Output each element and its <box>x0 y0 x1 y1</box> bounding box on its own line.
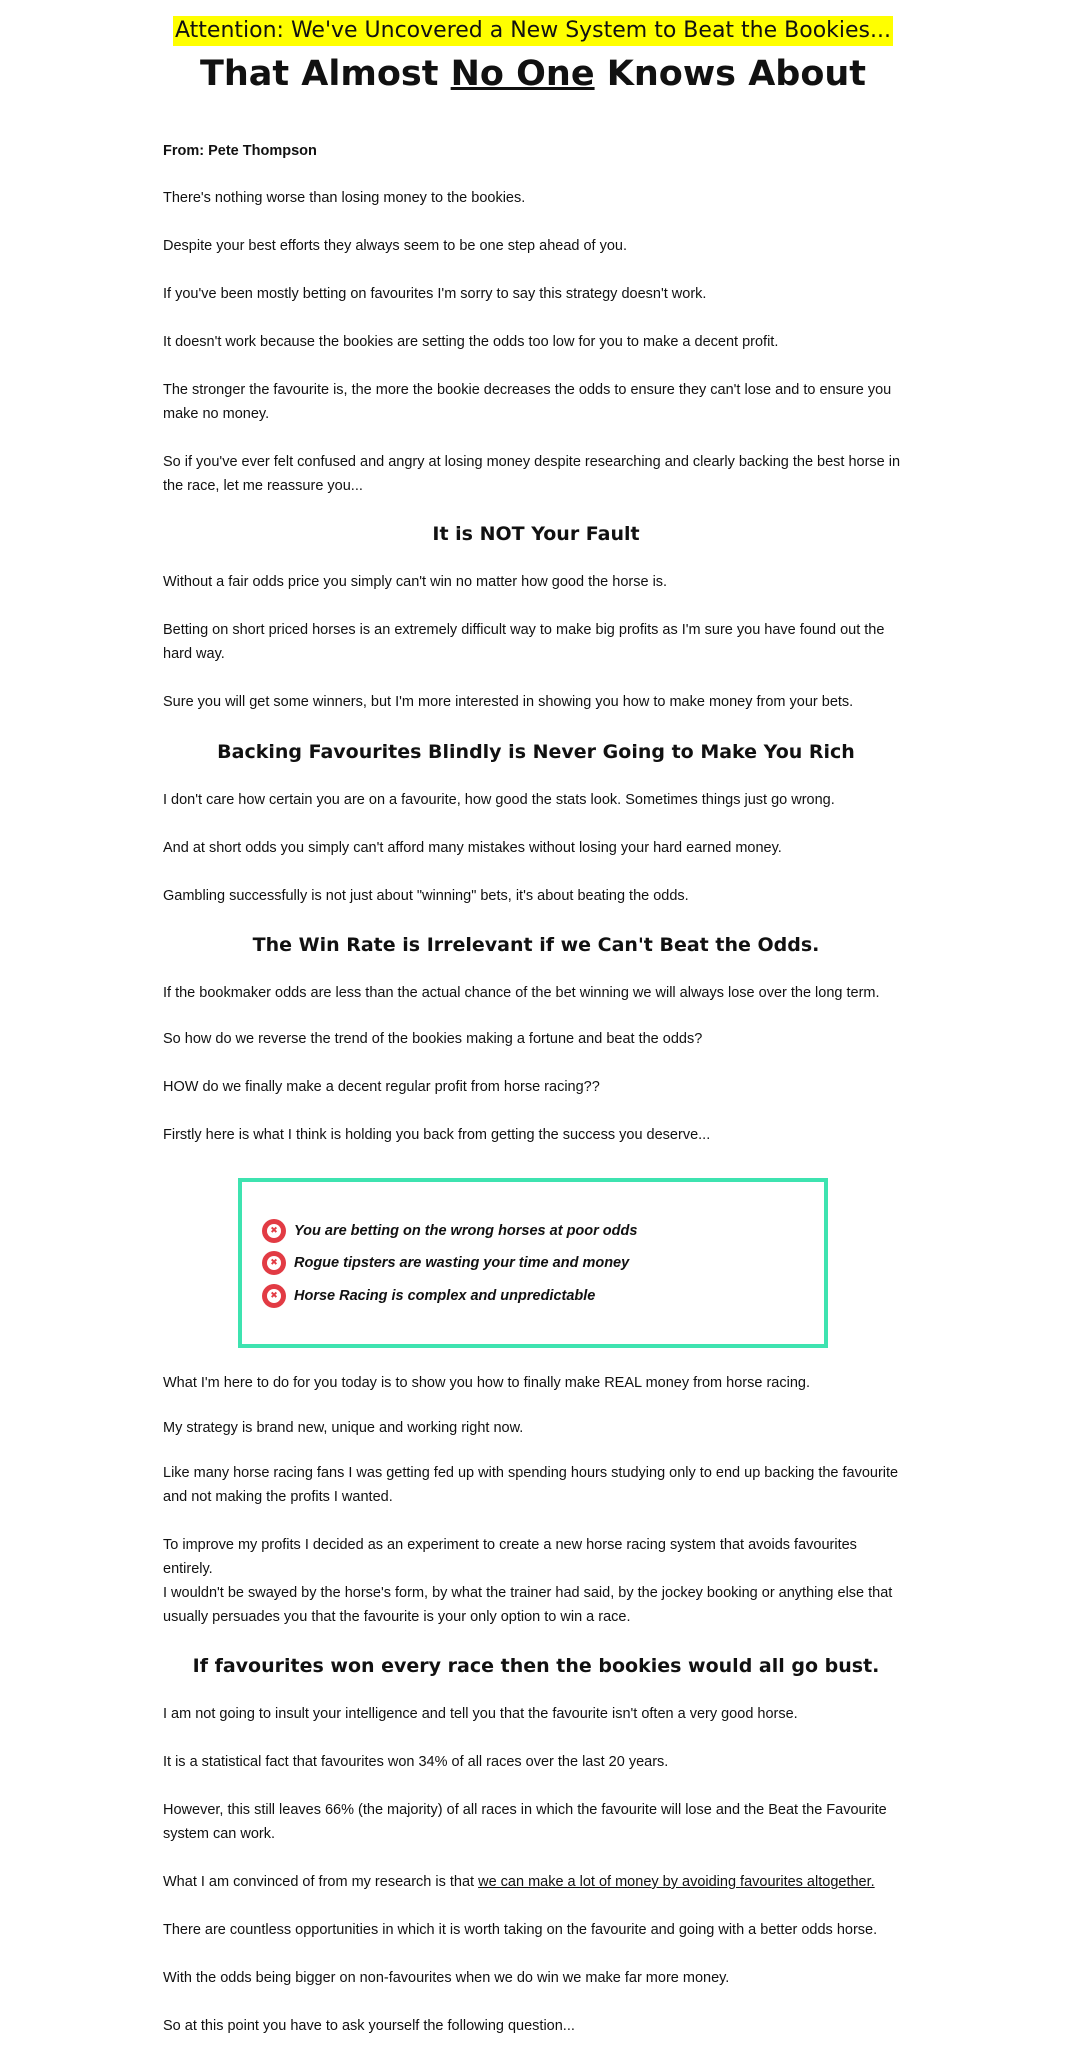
headline-post: Knows About <box>594 54 867 94</box>
paragraph: Gambling successfully is not just about "winning" bets, it's about beating the odds. <box>163 888 689 904</box>
paragraph: I wouldn't be swayed by the horse's form, by what the trainer had said, by the jockey booking or anything else that usually persuades you that the favourite is your only option to win a race. <box>163 1585 893 1625</box>
paragraph: HOW do we finally make a decent regular profit from horse racing?? <box>163 1079 600 1095</box>
section-heading: If favourites won every race then the bookies would all go bust. <box>192 1655 880 1677</box>
underlined-claim: we can make a lot of money by avoiding favourites altogether. <box>478 1874 875 1890</box>
section-heading: It is NOT Your Fault <box>432 523 640 545</box>
from-line: From: Pete Thompson <box>163 143 317 159</box>
x-circle-icon <box>262 1219 286 1243</box>
paragraph: The stronger the favourite is, the more the bookie decreases the odds to ensure they can't lose and to ensure you make no money. <box>163 382 892 422</box>
paragraph: It is a statistical fact that favourites won 34% of all races over the last 20 years. <box>163 1754 669 1770</box>
problem-item <box>262 1283 595 1309</box>
paragraph: And at short odds you simply can't afford many mistakes without losing your hard earned money. <box>163 840 782 856</box>
paragraph: Like many horse racing fans I was getting fed up with spending hours studying only to end up backing the favourite and not making the profits I wanted. <box>163 1465 899 1505</box>
problems-box <box>238 1178 828 1348</box>
paragraph: If the bookmaker odds are less than the actual chance of the bet winning we will always lose over the long term. <box>163 985 880 1001</box>
paragraph: Firstly here is what I think is holding you back from getting the success you deserve... <box>163 1127 711 1143</box>
problem-item <box>262 1250 629 1276</box>
paragraph: With the odds being bigger on non-favourites when we do win we make far more money. <box>163 1970 730 1986</box>
paragraph: My strategy is brand new, unique and working right now. <box>163 1420 524 1436</box>
paragraph: I don't care how certain you are on a favourite, how good the stats look. Sometimes things just go wrong. <box>163 792 835 808</box>
paragraph: There's nothing worse than losing money to the bookies. <box>163 190 526 206</box>
attention-banner: Attention: We've Uncovered a New System to Beat the Bookies... <box>173 16 893 46</box>
paragraph: Sure you will get some winners, but I'm more interested in showing you how to make money from your bets. <box>163 694 854 710</box>
paragraph: It doesn't work because the bookies are setting the odds too low for you to make a decent profit. <box>163 334 779 350</box>
section-heading: Backing Favourites Blindly is Never Going to Make You Rich <box>217 741 855 763</box>
problem-text: Horse Racing is complex and unpredictable <box>294 1288 596 1304</box>
headline-pre: That Almost <box>199 54 451 94</box>
x-circle-icon <box>262 1284 286 1308</box>
page-headline <box>0 52 1066 96</box>
section-heading: The Win Rate is Irrelevant if we Can't Beat the Odds. <box>252 934 820 956</box>
paragraph-text: What I am convinced of from my research is that <box>163 1874 479 1890</box>
paragraph: To improve my profits I decided as an experiment to create a new horse racing system that avoids favourites entirely. <box>163 1537 857 1577</box>
paragraph: Despite your best efforts they always seem to be one step ahead of you. <box>163 238 628 254</box>
problem-item <box>262 1218 637 1244</box>
paragraph: I am not going to insult your intelligence and tell you that the favourite isn't often a very good horse. <box>163 1706 798 1722</box>
paragraph <box>163 1870 909 1894</box>
paragraph: Without a fair odds price you simply can't win no matter how good the horse is. <box>163 574 668 590</box>
paragraph: What I'm here to do for you today is to show you how to finally make REAL money from horse racing. <box>163 1375 810 1391</box>
paragraph: So if you've ever felt confused and angry at losing money despite researching and clearly backing the best horse in the race, let me reassure you... <box>163 454 901 494</box>
paragraph: There are countless opportunities in which it is worth taking on the favourite and going with a better odds horse. <box>163 1922 878 1938</box>
paragraph: So how do we reverse the trend of the bookies making a fortune and beat the odds? <box>163 1031 703 1047</box>
paragraph: So at this point you have to ask yourself the following question... <box>163 2018 575 2034</box>
problem-text: You are betting on the wrong horses at poor odds <box>294 1223 638 1239</box>
paragraph: However, this still leaves 66% (the majority) of all races in which the favourite will lose and the Beat the Favourite system can work. <box>163 1802 887 1842</box>
headline-section <box>0 0 1066 96</box>
paragraph: If you've been mostly betting on favourites I'm sorry to say this strategy doesn't work. <box>163 286 707 302</box>
problem-text: Rogue tipsters are wasting your time and money <box>294 1255 630 1271</box>
x-circle-icon <box>262 1251 286 1275</box>
headline-underlined: No One <box>450 54 595 94</box>
paragraph: Betting on short priced horses is an extremely difficult way to make big profits as I'm sure you have found out the hard way. <box>163 622 885 662</box>
